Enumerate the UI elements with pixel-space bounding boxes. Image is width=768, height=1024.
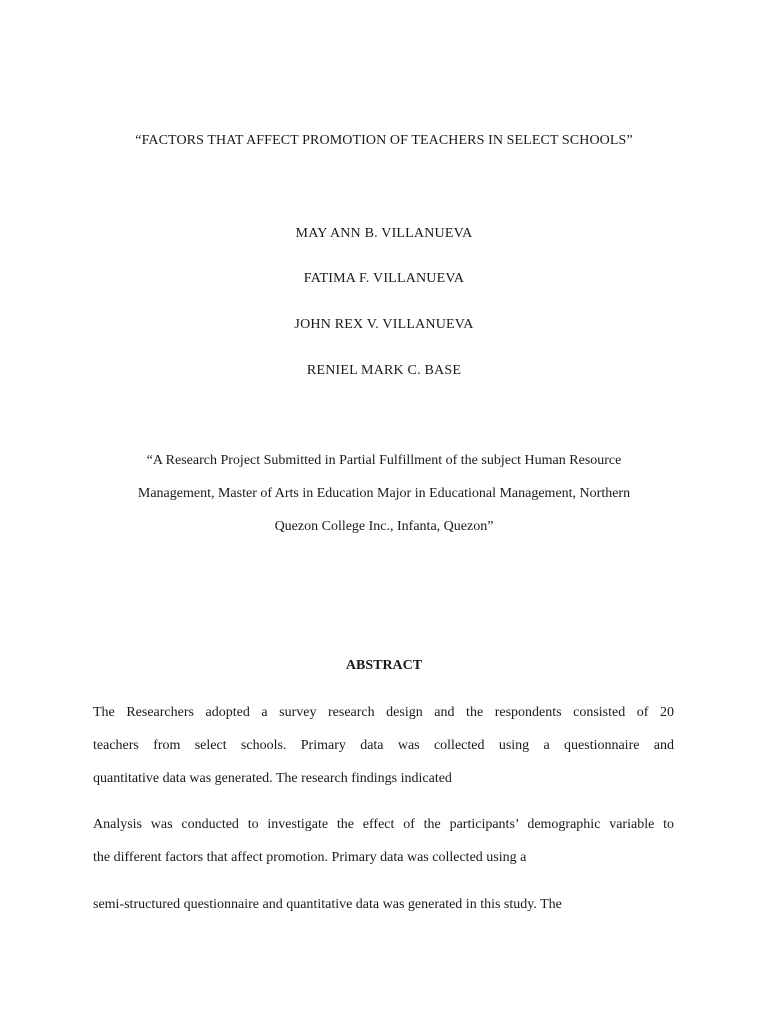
paragraph-line: the different factors that affect promotion. Primary data was collected using a bbox=[93, 850, 527, 865]
abstract-paragraph bbox=[93, 704, 674, 803]
submission-line: Management, Master of Arts in Education Major in Educational Management, Northern bbox=[137, 486, 631, 501]
submission-line: “A Research Project Submitted in Partial Fulfillment of the subject Human Resource bbox=[146, 453, 622, 468]
abstract-paragraph bbox=[93, 896, 674, 929]
author-name: FATIMA F. VILLANUEVA bbox=[303, 271, 465, 286]
paragraph-line: semi-structured questionnaire and quantitative data was generated in this study. The bbox=[93, 897, 562, 912]
author-name: JOHN REX V. VILLANUEVA bbox=[294, 317, 474, 332]
abstract-paragraph bbox=[93, 816, 674, 882]
paragraph-line: The Researchers adopted a survey research design and the respondents consisted of 20 bbox=[93, 705, 674, 720]
submission-line: Quezon College Inc., Infanta, Quezon” bbox=[274, 519, 494, 534]
author-name: MAY ANN B. VILLANUEVA bbox=[295, 226, 473, 241]
document-title: “FACTORS THAT AFFECT PROMOTION OF TEACHERS IN SELECT SCHOOLS” bbox=[135, 133, 633, 148]
paragraph-line: teachers from select schools. Primary data was collected using a questionnaire and bbox=[93, 738, 674, 753]
author-name: RENIEL MARK C. BASE bbox=[306, 363, 462, 378]
submission-statement bbox=[0, 452, 768, 551]
paragraph-line: Analysis was conducted to investigate the effect of the participants’ demographic variable to bbox=[93, 817, 674, 832]
paragraph-line: quantitative data was generated. The research findings indicated bbox=[93, 771, 452, 786]
abstract-heading: ABSTRACT bbox=[345, 658, 423, 673]
